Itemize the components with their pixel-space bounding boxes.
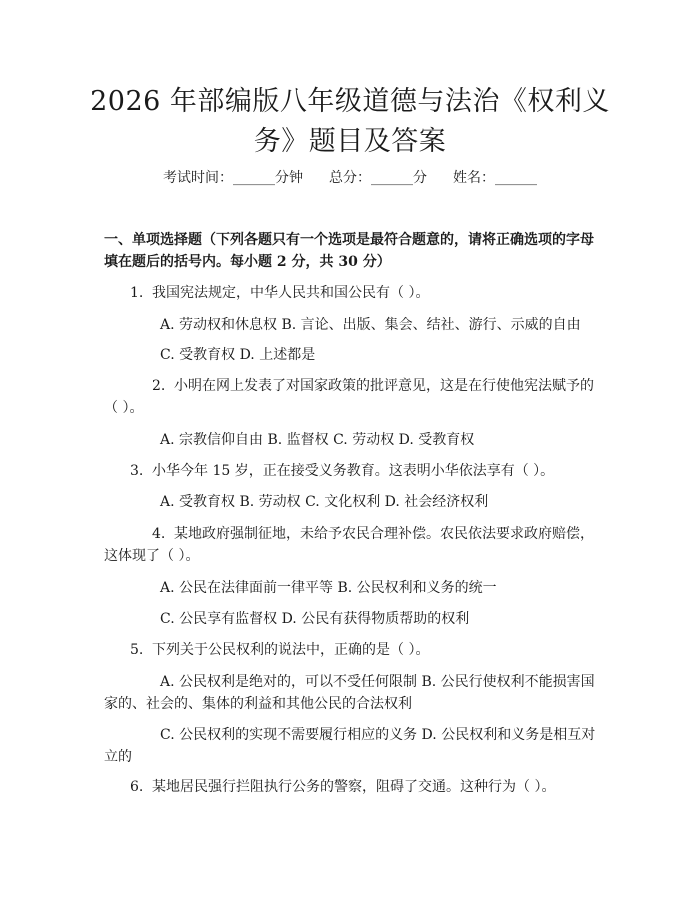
question-5	[104, 639, 604, 661]
exam-meta	[0, 168, 700, 188]
question-6	[104, 776, 604, 798]
question-number: 2.	[152, 378, 166, 394]
question-5-options-2: C. 公民权利的实现不需要履行相应的义务 D. 公民权利和义务是相互对立的	[104, 727, 596, 765]
student-name: 姓名：______	[453, 170, 537, 186]
question-text: 我国宪法规定，中华人民共和国公民有（ ）。	[152, 285, 430, 301]
question-2	[104, 375, 604, 419]
question-text: 小明在网上发表了对国家政策的批评意见，这是在行使他宪法赋予的（ ）。	[104, 378, 594, 416]
total-score: 总分：______分	[329, 170, 427, 186]
question-text: 某地居民强行拦阻执行公务的警察，阻碍了交通。这种行为（ ）。	[152, 779, 556, 795]
question-number: 4.	[152, 526, 166, 542]
question-4	[104, 523, 604, 567]
question-4-options-1: A. 公民在法律面前一律平等 B. 公民权利和义务的统一	[160, 580, 497, 596]
question-1-options-2: C. 受教育权 D. 上述都是	[160, 347, 316, 363]
document-title	[90, 82, 610, 162]
question-text: 某地政府强制征地，未给予农民合理补偿。农民依法要求政府赔偿，这体现了（ ）。	[104, 526, 594, 564]
exam-time: 考试时间：______分钟	[163, 170, 303, 186]
question-number: 3.	[130, 463, 144, 479]
question-5-options-1: A. 公民权利是绝对的，可以不受任何限制 B. 公民行使权利不能损害国家的、社会的、集体的利益和其他公民的合法权利	[104, 674, 595, 712]
question-text: 小华今年 15 岁，正在接受义务教育。这表明小华依法享有（ ）。	[152, 463, 555, 479]
question-1	[104, 282, 604, 304]
question-4-options-2: C. 公民享有监督权 D. 公民有获得物质帮助的权利	[160, 611, 470, 627]
question-3	[104, 460, 604, 482]
question-3-options-1: A. 受教育权 B. 劳动权 C. 文化权利 D. 社会经济权利	[160, 494, 489, 510]
question-number: 5.	[130, 642, 144, 658]
question-1-options-1: A. 劳动权和休息权 B. 言论、出版、集会、结社、游行、示威的自由	[160, 317, 581, 333]
question-2-options-1: A. 宗教信仰自由 B. 监督权 C. 劳动权 D. 受教育权	[160, 432, 475, 448]
question-number: 1.	[130, 285, 144, 301]
question-text: 下列关于公民权利的说法中，正确的是（ ）。	[152, 642, 430, 658]
title-line-2: 务》题目及答案	[253, 126, 447, 157]
section-heading: 一、单项选择题（下列各题只有一个选项是最符合题意的，请将正确选项的字母填在题后的括号内。每小题 2 分，共 30 分）	[104, 232, 594, 270]
question-number: 6.	[130, 779, 144, 795]
title-line-1: 2026 年部编版八年级道德与法治《权利义	[90, 86, 610, 117]
